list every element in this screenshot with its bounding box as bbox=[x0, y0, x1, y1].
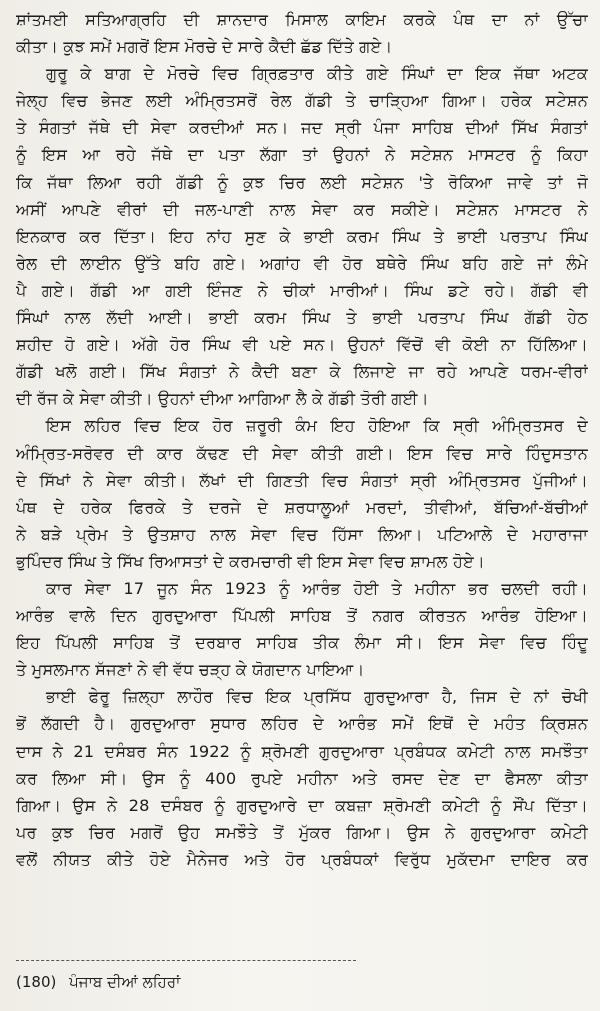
paragraph bbox=[16, 60, 588, 412]
text-line: ਦਾਸ ਨੇ 21 ਦਸੰਬਰ ਸੰਨ 1922 ਨੂੰ ਸ਼੍ਰੋਮਣੀ ਗੁਰਦੁਆਰਾ ਪ੍ਰਬੰਧਕ ਕਮੇਟੀ ਨਾਲ ਸਮਝੌਤਾ bbox=[16, 741, 588, 761]
text-line: ਨੇ ਬੜੇ ਪ੍ਰੇਮ ਤੇ ਉਤਸ਼ਾਹ ਨਾਲ ਸੇਵਾ ਵਿਚ ਹਿੱਸਾ ਲਿਆ। ਪਟਿਆਲੇ ਦੇ ਮਹਾਰਾਜਾ bbox=[16, 524, 588, 544]
text-line: ਪਰ ਕੁਝ ਚਿਰ ਮਗਰੋਂ ਉਹ ਸਮਝੌਤੇ ਤੋਂ ਮੁੱਕਰ ਗਿਆ। ਉਸ ਨੇ ਗੁਰਦੁਆਰਾ ਕਮੇਟੀ bbox=[16, 822, 588, 842]
paragraph bbox=[16, 683, 588, 873]
text-line: ਸ਼ਾਂਤਮਈ ਸਤਿਆਗ੍ਰਹਿ ਦੀ ਸ਼ਾਨਦਾਰ ਮਿਸਾਲ ਕਾਇਮ ਕਰਕੇ ਪੰਥ ਦਾ ਨਾਂ ਉੱਚਾ bbox=[16, 10, 588, 29]
text-line: ਤੇ ਸੰਗਤਾਂ ਜੱਥੇ ਦੀ ਸੇਵਾ ਕਰਦੀਆਂ ਸਨ। ਜਦ ਸ੍ਰੀ ਪੰਜਾ ਸਾਹਿਬ ਦੀਆਂ ਸਿੱਖ ਸੰਗਤਾਂ bbox=[16, 118, 588, 138]
text-line: ਵਲੋਂ ਨੀਯਤ ਕੀਤੇ ਹੋਏ ਮੈਨੇਜਰ ਅਤੇ ਹੋਰ ਪ੍ਰਬੰਧਕਾਂ ਵਿਰੁੱਧ ਮੁਕੱਦਮਾ ਦਾਇਰ ਕਰ bbox=[16, 849, 588, 869]
body-text bbox=[16, 6, 588, 873]
text-line: ਭੁਪਿੰਦਰ ਸਿੰਘ ਤੇ ਸਿੱਖ ਰਿਆਸਤਾਂ ਦੇ ਕਰਮਚਾਰੀ ਵੀ ਇਸ ਸੇਵਾ ਵਿਚ ਸ਼ਾਮਲ ਹੋਏ। bbox=[16, 551, 485, 571]
text-line: ਰੇਲ ਦੀ ਲਾਈਨ ਉੱਤੇ ਬਹਿ ਗਏ। ਅਗਾਂਹ ਵੀ ਹੋਰ ਬਥੇਰੇ ਸਿੰਘ ਬਹਿ ਗਏ ਜਾਂ ਲੰਮੇ bbox=[16, 253, 588, 273]
text-line: ਭੋਂ ਲੱਗਦੀ ਹੈ। ਗੁਰਦੁਆਰਾ ਸੁਧਾਰ ਲਹਿਰ ਦੇ ਆਰੰਭ ਸਮੇਂ ਇਥੋਂ ਦੇ ਮਹੰਤ ਕ੍ਰਿਸ਼ਨ bbox=[16, 714, 588, 734]
text-line: ਤੇ ਮੁਸਲਮਾਨ ਸੱਜਣਾਂ ਨੇ ਵੀ ਵੱਧ ਚੜ੍ਹ ਕੇ ਯੋਗਦਾਨ ਪਾਇਆ। bbox=[16, 660, 365, 680]
running-title: ਪੰਜਾਬ ਦੀਆਂ ਲਹਿਰਾਂ bbox=[69, 973, 181, 991]
text-line: ਜੇਲ੍ਹ ਵਿਚ ਭੇਜਣ ਲਈ ਅੰਮ੍ਰਿਤਸਰੋਂ ਰੇਲ ਗੱਡੀ ਤੇ ਚਾੜ੍ਹਿਆ ਗਿਆ। ਹਰੇਕ ਸਟੇਸ਼ਨ bbox=[16, 91, 588, 111]
page-number: (180) bbox=[16, 973, 57, 991]
text-line: ਸ਼ਹੀਦ ਹੋ ਗਏ। ਅੱਗੇ ਹੋਰ ਸਿੰਘ ਵੀ ਪਏ ਸਨ। ਉਹਨਾਂ ਵਿੱਚੋਂ ਵੀ ਕੋਈ ਨਾ ਹਿੱਲਿਆ। bbox=[16, 335, 588, 355]
text-line: ਗੁਰੂ ਕੇ ਬਾਗ ਦੇ ਮੋਰਚੇ ਵਿਚ ਗ੍ਰਿਫ਼ਤਾਰ ਕੀਤੇ ਗਏ ਸਿੰਘਾਂ ਦਾ ਇਕ ਜੱਥਾ ਅਟਕ bbox=[46, 64, 588, 84]
text-line: ਭਾਈ ਫੇਰੂ ਜ਼ਿਲ੍ਹਾ ਲਾਹੌਰ ਵਿਚ ਇਕ ਪ੍ਰਸਿੱਧ ਗੁਰਦੁਆਰਾ ਹੈ, ਜਿਸ ਦੇ ਨਾਂ ਚੋਖੀ bbox=[46, 687, 588, 707]
paragraph bbox=[16, 575, 588, 683]
text-line: ਗੱਡੀ ਖਲੋ ਗਈ। ਸਿੱਖ ਸੰਗਤਾਂ ਨੇ ਕੈਦੀ ਬਣਾ ਕੇ ਲਿਜਾਏ ਜਾ ਰਹੇ ਆਪਣੇ ਧਰਮ-ਵੀਰਾਂ bbox=[16, 362, 588, 382]
page-footer bbox=[16, 972, 180, 992]
text-line: ਕਰ ਲਿਆ ਸੀ। ਉਸ ਨੂੰ 400 ਰੁਪਏ ਮਹੀਨਾ ਅਤੇ ਰਸਦ ਦੇਣ ਦਾ ਫੈਸਲਾ ਕੀਤਾ bbox=[16, 768, 588, 788]
text-line: ਪੰਥ ਦੇ ਹਰੇਕ ਫਿਰਕੇ ਤੇ ਦਰਜੇ ਦੇ ਸ਼ਰਧਾਲੂਆਂ ਮਰਦਾਂ, ਤੀਵੀਆਂ, ਬੱਚਿਆਂ-ਬੱਚੀਆਂ bbox=[16, 497, 588, 517]
text-line: ਇਹ ਪਿੱਪਲੀ ਸਾਹਿਬ ਤੋਂ ਦਰਬਾਰ ਸਾਹਿਬ ਤੀਕ ਲੰਮਾ ਸੀ। ਇਸ ਸੇਵਾ ਵਿਚ ਹਿੰਦੂ bbox=[16, 633, 588, 653]
paragraph bbox=[16, 412, 588, 575]
text-line: ਇਸ ਲਹਿਰ ਵਿਚ ਇਕ ਹੋਰ ਜ਼ਰੂਰੀ ਕੰਮ ਇਹ ਹੋਇਆ ਕਿ ਸ੍ਰੀ ਅੰਮ੍ਰਿਤਸਰ ਦੇ bbox=[46, 416, 588, 436]
text-line: ਕਿ ਜੱਥਾ ਲਿਆ ਰਹੀ ਗੱਡੀ ਨੂੰ ਕੁਝ ਚਿਰ ਲਈ ਸਟੇਸ਼ਨ 'ਤੇ ਰੋਕਿਆ ਜਾਵੇ ਤਾਂ ਜੋ bbox=[16, 172, 588, 192]
text-line: ਇਨਕਾਰ ਕਰ ਦਿੱਤਾ। ਇਹ ਨਾਂਹ ਸੁਣ ਕੇ ਭਾਈ ਕਰਮ ਸਿੰਘ ਤੇ ਭਾਈ ਪਰਤਾਪ ਸਿੰਘ bbox=[16, 226, 588, 246]
paragraph bbox=[16, 6, 588, 60]
text-line: ਦੇ ਸਿੱਖਾਂ ਨੇ ਸੇਵਾ ਕੀਤੀ। ਲੱਖਾਂ ਦੀ ਗਿਣਤੀ ਵਿਚ ਸੰਗਤਾਂ ਸ੍ਰੀ ਅੰਮ੍ਰਿਤਸਰ ਪੁੱਜੀਆਂ। bbox=[16, 470, 588, 490]
text-line: ਅੰਮ੍ਰਿਤ-ਸਰੋਵਰ ਦੀ ਕਾਰ ਕੱਢਣ ਦੀ ਸੇਵਾ ਕੀਤੀ ਗਈ। ਇਸ ਵਿਚ ਸਾਰੇ ਹਿੰਦੁਸਤਾਨ bbox=[16, 443, 588, 463]
text-line: ਕੀਤਾ। ਕੁਝ ਸਮੇਂ ਮਗਰੋਂ ਇਸ ਮੋਰਚੇ ਦੇ ਸਾਰੇ ਕੈਦੀ ਛੱਡ ਦਿੱਤੇ ਗਏ। bbox=[16, 37, 393, 57]
text-line: ਗਿਆ। ਉਸ ਨੇ 28 ਦਸੰਬਰ ਨੂੰ ਗੁਰਦੁਆਰੇ ਦਾ ਕਬਜ਼ਾ ਸ਼੍ਰੋਮਣੀ ਕਮੇਟੀ ਨੂੰ ਸੌਂਪ ਦਿੱਤਾ। bbox=[16, 795, 588, 815]
text-line: ਆਰੰਭ ਵਾਲੇ ਦਿਨ ਗੁਰਦੁਆਰਾ ਪਿੱਪਲੀ ਸਾਹਿਬ ਤੋਂ ਨਗਰ ਕੀਰਤਨ ਆਰੰਭ ਹੋਇਆ। bbox=[16, 606, 588, 626]
text-line: ਦੀ ਰੱਜ ਕੇ ਸੇਵਾ ਕੀਤੀ। ਉਹਨਾਂ ਦੀਆ ਆਗਿਆ ਲੈ ਕੇ ਗੱਡੀ ਤੋਰੀ ਗਈ। bbox=[16, 389, 429, 409]
footer-rule bbox=[16, 960, 356, 961]
text-line: ਅਸੀਂ ਆਪਣੇ ਵੀਰਾਂ ਦੀ ਜਲ-ਪਾਣੀ ਨਾਲ ਸੇਵਾ ਕਰ ਸਕੀਏ। ਸਟੇਸ਼ਨ ਮਾਸਟਰ ਨੇ bbox=[16, 199, 588, 219]
text-line: ਪੈ ਗਏ। ਗੱਡੀ ਆ ਗਈ ਇੰਜਣ ਨੇ ਚੀਕਾਂ ਮਾਰੀਆਂ। ਸਿੰਘ ਡਟੇ ਰਹੇ। ਗੱਡੀ ਵੀ bbox=[16, 280, 588, 300]
text-line: ਨੂੰ ਇਸ ਆ ਰਹੇ ਜੱਥੇ ਦਾ ਪਤਾ ਲੱਗਾ ਤਾਂ ਉਹਨਾਂ ਨੇ ਸਟੇਸ਼ਨ ਮਾਸਟਰ ਨੂੰ ਕਿਹਾ bbox=[16, 145, 588, 165]
text-line: ਸਿੰਘਾਂ ਨਾਲ ਲੱਦੀ ਆਈ। ਭਾਈ ਕਰਮ ਸਿੰਘ ਤੇ ਭਾਈ ਪਰਤਾਪ ਸਿੰਘ ਗੱਡੀ ਹੇਠ bbox=[16, 308, 588, 328]
text-line: ਕਾਰ ਸੇਵਾ 17 ਜੂਨ ਸੰਨ 1923 ਨੂੰ ਆਰੰਭ ਹੋਈ ਤੇ ਮਹੀਨਾ ਭਰ ਚਲਦੀ ਰਹੀ। bbox=[46, 578, 588, 598]
